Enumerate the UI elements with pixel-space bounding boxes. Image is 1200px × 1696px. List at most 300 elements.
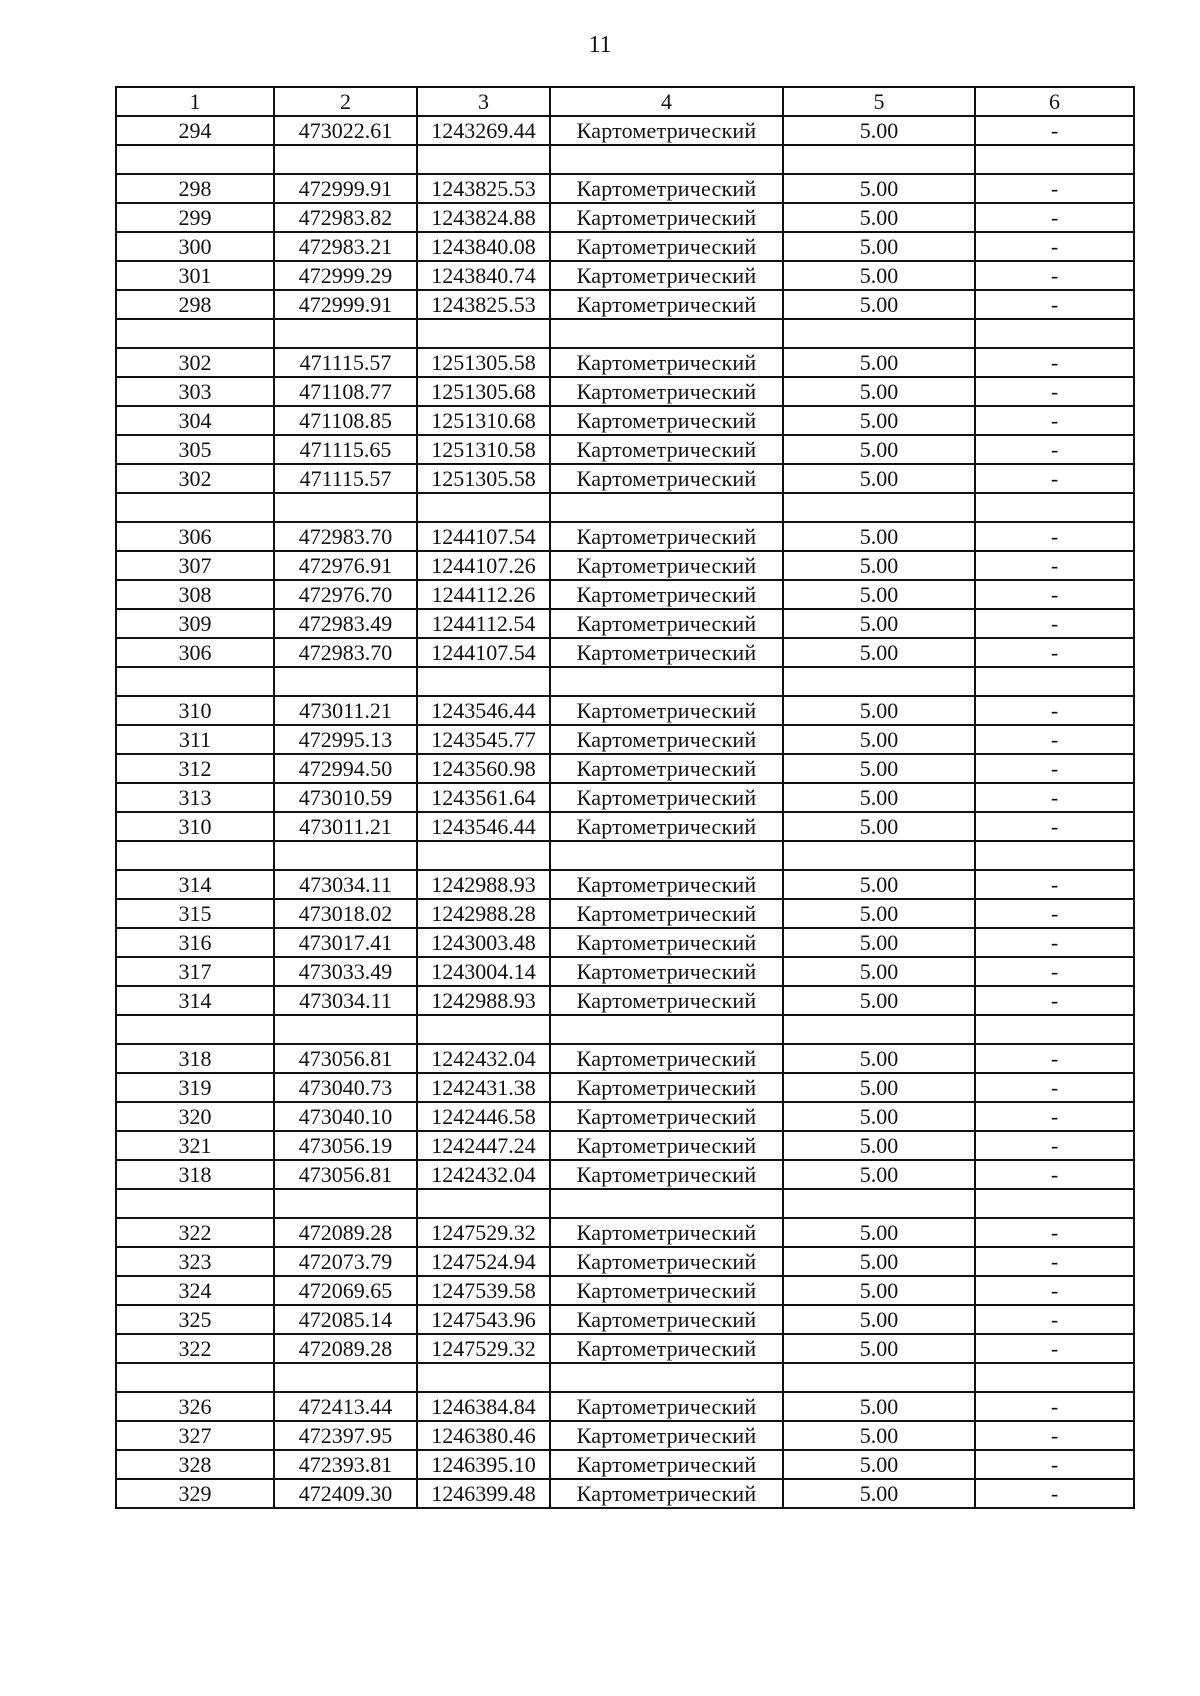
method-cell: Картометрический <box>550 696 783 725</box>
accuracy-cell: 5.00 <box>783 1131 975 1160</box>
table-row <box>116 1479 1134 1508</box>
y-coordinate-cell: 1244112.26 <box>417 580 550 609</box>
table-body <box>116 116 1134 1508</box>
point-number-cell: 305 <box>116 435 274 464</box>
method-cell: Картометрический <box>550 232 783 261</box>
note-cell: - <box>975 1044 1134 1073</box>
y-coordinate-cell: 1244107.26 <box>417 551 550 580</box>
point-number-cell: 319 <box>116 1073 274 1102</box>
x-coordinate-cell <box>274 1363 417 1392</box>
separator-row <box>116 493 1134 522</box>
point-number-cell: 301 <box>116 261 274 290</box>
accuracy-cell: 5.00 <box>783 899 975 928</box>
note-cell: - <box>975 377 1134 406</box>
method-cell: Картометрический <box>550 725 783 754</box>
method-cell: Картометрический <box>550 290 783 319</box>
table-row <box>116 290 1134 319</box>
point-number-cell: 314 <box>116 986 274 1015</box>
table-row <box>116 1218 1134 1247</box>
method-cell: Картометрический <box>550 986 783 1015</box>
method-cell: Картометрический <box>550 580 783 609</box>
point-number-cell: 306 <box>116 522 274 551</box>
table-row <box>116 928 1134 957</box>
y-coordinate-cell: 1243840.08 <box>417 232 550 261</box>
method-cell: Картометрический <box>550 1450 783 1479</box>
y-coordinate-cell: 1243825.53 <box>417 174 550 203</box>
note-cell: - <box>975 1421 1134 1450</box>
method-cell: Картометрический <box>550 1218 783 1247</box>
y-coordinate-cell: 1243003.48 <box>417 928 550 957</box>
method-cell <box>550 667 783 696</box>
point-number-cell <box>116 1015 274 1044</box>
point-number-cell: 324 <box>116 1276 274 1305</box>
y-coordinate-cell: 1246399.48 <box>417 1479 550 1508</box>
y-coordinate-cell: 1251305.58 <box>417 348 550 377</box>
note-cell: - <box>975 522 1134 551</box>
table-row <box>116 1421 1134 1450</box>
note-cell <box>975 1015 1134 1044</box>
note-cell <box>975 1363 1134 1392</box>
point-number-cell: 316 <box>116 928 274 957</box>
accuracy-cell: 5.00 <box>783 754 975 783</box>
x-coordinate-cell: 472983.21 <box>274 232 417 261</box>
note-cell <box>975 493 1134 522</box>
x-coordinate-cell: 473010.59 <box>274 783 417 812</box>
y-coordinate-cell: 1242432.04 <box>417 1160 550 1189</box>
table-row <box>116 203 1134 232</box>
y-coordinate-cell <box>417 319 550 348</box>
separator-row <box>116 841 1134 870</box>
point-number-cell: 303 <box>116 377 274 406</box>
accuracy-cell: 5.00 <box>783 290 975 319</box>
accuracy-cell <box>783 841 975 870</box>
y-coordinate-cell: 1251305.58 <box>417 464 550 493</box>
point-number-cell: 327 <box>116 1421 274 1450</box>
note-cell: - <box>975 290 1134 319</box>
table-row <box>116 870 1134 899</box>
method-cell: Картометрический <box>550 1160 783 1189</box>
method-cell: Картометрический <box>550 464 783 493</box>
x-coordinate-cell: 473056.81 <box>274 1160 417 1189</box>
method-cell: Картометрический <box>550 1044 783 1073</box>
coordinates-table <box>115 86 1135 1509</box>
x-coordinate-cell <box>274 841 417 870</box>
point-number-cell: 298 <box>116 174 274 203</box>
column-header-5: 5 <box>783 87 975 116</box>
y-coordinate-cell: 1242988.93 <box>417 986 550 1015</box>
y-coordinate-cell: 1246380.46 <box>417 1421 550 1450</box>
separator-row <box>116 319 1134 348</box>
x-coordinate-cell: 473034.11 <box>274 986 417 1015</box>
table-row <box>116 638 1134 667</box>
method-cell: Картометрический <box>550 870 783 899</box>
table-row <box>116 174 1134 203</box>
accuracy-cell: 5.00 <box>783 783 975 812</box>
x-coordinate-cell: 473022.61 <box>274 116 417 145</box>
table-row <box>116 1276 1134 1305</box>
note-cell: - <box>975 580 1134 609</box>
header-row <box>116 87 1134 116</box>
y-coordinate-cell: 1247539.58 <box>417 1276 550 1305</box>
y-coordinate-cell <box>417 1363 550 1392</box>
x-coordinate-cell: 473056.19 <box>274 1131 417 1160</box>
accuracy-cell: 5.00 <box>783 1044 975 1073</box>
accuracy-cell: 5.00 <box>783 464 975 493</box>
method-cell <box>550 841 783 870</box>
note-cell: - <box>975 696 1134 725</box>
point-number-cell: 306 <box>116 638 274 667</box>
note-cell: - <box>975 1392 1134 1421</box>
table-row <box>116 725 1134 754</box>
y-coordinate-cell: 1247529.32 <box>417 1334 550 1363</box>
y-coordinate-cell: 1242446.58 <box>417 1102 550 1131</box>
y-coordinate-cell: 1242432.04 <box>417 1044 550 1073</box>
accuracy-cell: 5.00 <box>783 1479 975 1508</box>
method-cell: Картометрический <box>550 406 783 435</box>
x-coordinate-cell: 473034.11 <box>274 870 417 899</box>
y-coordinate-cell: 1246384.84 <box>417 1392 550 1421</box>
table-row <box>116 551 1134 580</box>
x-coordinate-cell: 471115.57 <box>274 464 417 493</box>
note-cell: - <box>975 986 1134 1015</box>
x-coordinate-cell: 472999.91 <box>274 174 417 203</box>
method-cell <box>550 1015 783 1044</box>
x-coordinate-cell: 472994.50 <box>274 754 417 783</box>
table-row <box>116 580 1134 609</box>
accuracy-cell: 5.00 <box>783 232 975 261</box>
point-number-cell: 322 <box>116 1218 274 1247</box>
accuracy-cell: 5.00 <box>783 203 975 232</box>
x-coordinate-cell: 472976.70 <box>274 580 417 609</box>
accuracy-cell: 5.00 <box>783 812 975 841</box>
y-coordinate-cell: 1244107.54 <box>417 638 550 667</box>
accuracy-cell: 5.00 <box>783 1421 975 1450</box>
column-header-4: 4 <box>550 87 783 116</box>
method-cell: Картометрический <box>550 377 783 406</box>
note-cell: - <box>975 609 1134 638</box>
point-number-cell <box>116 145 274 174</box>
x-coordinate-cell: 471115.57 <box>274 348 417 377</box>
y-coordinate-cell <box>417 1015 550 1044</box>
y-coordinate-cell <box>417 667 550 696</box>
y-coordinate-cell <box>417 1189 550 1218</box>
x-coordinate-cell: 471108.77 <box>274 377 417 406</box>
y-coordinate-cell: 1243825.53 <box>417 290 550 319</box>
accuracy-cell <box>783 667 975 696</box>
table-row <box>116 899 1134 928</box>
y-coordinate-cell: 1242988.93 <box>417 870 550 899</box>
separator-row <box>116 1363 1134 1392</box>
note-cell: - <box>975 551 1134 580</box>
y-coordinate-cell <box>417 493 550 522</box>
x-coordinate-cell: 473017.41 <box>274 928 417 957</box>
table-row <box>116 1334 1134 1363</box>
x-coordinate-cell: 472089.28 <box>274 1218 417 1247</box>
y-coordinate-cell: 1242431.38 <box>417 1073 550 1102</box>
note-cell <box>975 145 1134 174</box>
x-coordinate-cell: 471115.65 <box>274 435 417 464</box>
column-header-1: 1 <box>116 87 274 116</box>
accuracy-cell: 5.00 <box>783 986 975 1015</box>
x-coordinate-cell: 472073.79 <box>274 1247 417 1276</box>
note-cell: - <box>975 1247 1134 1276</box>
y-coordinate-cell: 1242988.28 <box>417 899 550 928</box>
separator-row <box>116 1015 1134 1044</box>
y-coordinate-cell <box>417 841 550 870</box>
point-number-cell: 320 <box>116 1102 274 1131</box>
x-coordinate-cell: 472983.70 <box>274 522 417 551</box>
x-coordinate-cell: 472069.65 <box>274 1276 417 1305</box>
point-number-cell: 309 <box>116 609 274 638</box>
table-row <box>116 261 1134 290</box>
y-coordinate-cell: 1243269.44 <box>417 116 550 145</box>
note-cell: - <box>975 1073 1134 1102</box>
method-cell: Картометрический <box>550 1421 783 1450</box>
x-coordinate-cell <box>274 667 417 696</box>
table-row <box>116 435 1134 464</box>
x-coordinate-cell: 472999.29 <box>274 261 417 290</box>
x-coordinate-cell: 472983.82 <box>274 203 417 232</box>
accuracy-cell: 5.00 <box>783 261 975 290</box>
accuracy-cell: 5.00 <box>783 1247 975 1276</box>
accuracy-cell: 5.00 <box>783 696 975 725</box>
accuracy-cell <box>783 1015 975 1044</box>
point-number-cell: 314 <box>116 870 274 899</box>
page-number: 11 <box>588 32 612 58</box>
method-cell: Картометрический <box>550 1334 783 1363</box>
method-cell: Картометрический <box>550 754 783 783</box>
table-row <box>116 986 1134 1015</box>
table-row <box>116 1131 1134 1160</box>
y-coordinate-cell: 1247543.96 <box>417 1305 550 1334</box>
accuracy-cell <box>783 1363 975 1392</box>
point-number-cell <box>116 841 274 870</box>
method-cell: Картометрический <box>550 1392 783 1421</box>
point-number-cell: 310 <box>116 696 274 725</box>
point-number-cell: 310 <box>116 812 274 841</box>
table-row <box>116 1160 1134 1189</box>
method-cell <box>550 319 783 348</box>
method-cell: Картометрический <box>550 1102 783 1131</box>
point-number-cell: 304 <box>116 406 274 435</box>
table-row <box>116 783 1134 812</box>
point-number-cell: 300 <box>116 232 274 261</box>
note-cell: - <box>975 1102 1134 1131</box>
x-coordinate-cell <box>274 319 417 348</box>
y-coordinate-cell: 1243561.64 <box>417 783 550 812</box>
point-number-cell: 321 <box>116 1131 274 1160</box>
method-cell: Картометрический <box>550 609 783 638</box>
accuracy-cell: 5.00 <box>783 377 975 406</box>
accuracy-cell: 5.00 <box>783 348 975 377</box>
point-number-cell: 299 <box>116 203 274 232</box>
note-cell: - <box>975 899 1134 928</box>
note-cell: - <box>975 203 1134 232</box>
method-cell: Картометрический <box>550 1131 783 1160</box>
point-number-cell: 318 <box>116 1044 274 1073</box>
y-coordinate-cell: 1251310.58 <box>417 435 550 464</box>
note-cell: - <box>975 1450 1134 1479</box>
method-cell: Картометрический <box>550 348 783 377</box>
x-coordinate-cell: 473040.73 <box>274 1073 417 1102</box>
table-row <box>116 1044 1134 1073</box>
x-coordinate-cell: 472413.44 <box>274 1392 417 1421</box>
x-coordinate-cell: 472397.95 <box>274 1421 417 1450</box>
x-coordinate-cell: 472983.49 <box>274 609 417 638</box>
table-row <box>116 1073 1134 1102</box>
table-row <box>116 116 1134 145</box>
table-row <box>116 609 1134 638</box>
accuracy-cell: 5.00 <box>783 174 975 203</box>
point-number-cell: 302 <box>116 464 274 493</box>
table-row <box>116 464 1134 493</box>
x-coordinate-cell: 472983.70 <box>274 638 417 667</box>
y-coordinate-cell: 1243840.74 <box>417 261 550 290</box>
accuracy-cell: 5.00 <box>783 1305 975 1334</box>
point-number-cell <box>116 493 274 522</box>
x-coordinate-cell: 472393.81 <box>274 1450 417 1479</box>
note-cell: - <box>975 435 1134 464</box>
table-row <box>116 1305 1134 1334</box>
x-coordinate-cell: 473011.21 <box>274 812 417 841</box>
accuracy-cell: 5.00 <box>783 870 975 899</box>
table-row <box>116 812 1134 841</box>
x-coordinate-cell: 472999.91 <box>274 290 417 319</box>
method-cell: Картометрический <box>550 435 783 464</box>
y-coordinate-cell: 1243560.98 <box>417 754 550 783</box>
note-cell <box>975 841 1134 870</box>
accuracy-cell: 5.00 <box>783 522 975 551</box>
separator-row <box>116 1189 1134 1218</box>
point-number-cell: 328 <box>116 1450 274 1479</box>
accuracy-cell: 5.00 <box>783 638 975 667</box>
table-row <box>116 1392 1134 1421</box>
table-header <box>116 87 1134 116</box>
accuracy-cell <box>783 145 975 174</box>
method-cell: Картометрический <box>550 899 783 928</box>
note-cell: - <box>975 116 1134 145</box>
x-coordinate-cell: 472995.13 <box>274 725 417 754</box>
table-row <box>116 754 1134 783</box>
y-coordinate-cell: 1243004.14 <box>417 957 550 986</box>
method-cell: Картометрический <box>550 638 783 667</box>
column-header-3: 3 <box>417 87 550 116</box>
method-cell <box>550 145 783 174</box>
accuracy-cell: 5.00 <box>783 957 975 986</box>
point-number-cell: 294 <box>116 116 274 145</box>
x-coordinate-cell: 472085.14 <box>274 1305 417 1334</box>
point-number-cell <box>116 1363 274 1392</box>
note-cell: - <box>975 957 1134 986</box>
y-coordinate-cell: 1247529.32 <box>417 1218 550 1247</box>
accuracy-cell <box>783 1189 975 1218</box>
table-row <box>116 1247 1134 1276</box>
table-row <box>116 232 1134 261</box>
method-cell: Картометрический <box>550 783 783 812</box>
accuracy-cell: 5.00 <box>783 1218 975 1247</box>
note-cell <box>975 1189 1134 1218</box>
y-coordinate-cell: 1246395.10 <box>417 1450 550 1479</box>
x-coordinate-cell <box>274 1189 417 1218</box>
note-cell <box>975 319 1134 348</box>
accuracy-cell: 5.00 <box>783 1276 975 1305</box>
x-coordinate-cell: 473056.81 <box>274 1044 417 1073</box>
note-cell: - <box>975 638 1134 667</box>
point-number-cell: 329 <box>116 1479 274 1508</box>
x-coordinate-cell <box>274 493 417 522</box>
point-number-cell: 315 <box>116 899 274 928</box>
x-coordinate-cell: 473011.21 <box>274 696 417 725</box>
accuracy-cell: 5.00 <box>783 1073 975 1102</box>
table-row <box>116 377 1134 406</box>
point-number-cell <box>116 667 274 696</box>
y-coordinate-cell: 1243546.44 <box>417 812 550 841</box>
y-coordinate-cell: 1243545.77 <box>417 725 550 754</box>
point-number-cell <box>116 1189 274 1218</box>
note-cell <box>975 667 1134 696</box>
note-cell: - <box>975 232 1134 261</box>
y-coordinate-cell: 1244112.54 <box>417 609 550 638</box>
method-cell: Картометрический <box>550 174 783 203</box>
point-number-cell: 326 <box>116 1392 274 1421</box>
accuracy-cell: 5.00 <box>783 1334 975 1363</box>
column-header-2: 2 <box>274 87 417 116</box>
method-cell <box>550 493 783 522</box>
note-cell: - <box>975 870 1134 899</box>
method-cell: Картометрический <box>550 1479 783 1508</box>
note-cell: - <box>975 754 1134 783</box>
accuracy-cell: 5.00 <box>783 406 975 435</box>
point-number-cell: 307 <box>116 551 274 580</box>
method-cell: Картометрический <box>550 1247 783 1276</box>
point-number-cell <box>116 319 274 348</box>
y-coordinate-cell: 1251310.68 <box>417 406 550 435</box>
method-cell: Картометрический <box>550 116 783 145</box>
table-row <box>116 522 1134 551</box>
method-cell <box>550 1189 783 1218</box>
note-cell: - <box>975 725 1134 754</box>
point-number-cell: 318 <box>116 1160 274 1189</box>
point-number-cell: 313 <box>116 783 274 812</box>
note-cell: - <box>975 1131 1134 1160</box>
method-cell: Картометрический <box>550 928 783 957</box>
accuracy-cell: 5.00 <box>783 725 975 754</box>
x-coordinate-cell <box>274 145 417 174</box>
method-cell: Картометрический <box>550 551 783 580</box>
table-row <box>116 696 1134 725</box>
y-coordinate-cell: 1242447.24 <box>417 1131 550 1160</box>
point-number-cell: 325 <box>116 1305 274 1334</box>
point-number-cell: 311 <box>116 725 274 754</box>
note-cell: - <box>975 261 1134 290</box>
x-coordinate-cell <box>274 1015 417 1044</box>
method-cell: Картометрический <box>550 1073 783 1102</box>
y-coordinate-cell <box>417 145 550 174</box>
note-cell: - <box>975 812 1134 841</box>
y-coordinate-cell: 1244107.54 <box>417 522 550 551</box>
accuracy-cell: 5.00 <box>783 1160 975 1189</box>
note-cell: - <box>975 1276 1134 1305</box>
column-header-6: 6 <box>975 87 1134 116</box>
separator-row <box>116 145 1134 174</box>
method-cell: Картометрический <box>550 203 783 232</box>
y-coordinate-cell: 1251305.68 <box>417 377 550 406</box>
separator-row <box>116 667 1134 696</box>
point-number-cell: 312 <box>116 754 274 783</box>
method-cell: Картометрический <box>550 1276 783 1305</box>
accuracy-cell: 5.00 <box>783 580 975 609</box>
table-row <box>116 348 1134 377</box>
